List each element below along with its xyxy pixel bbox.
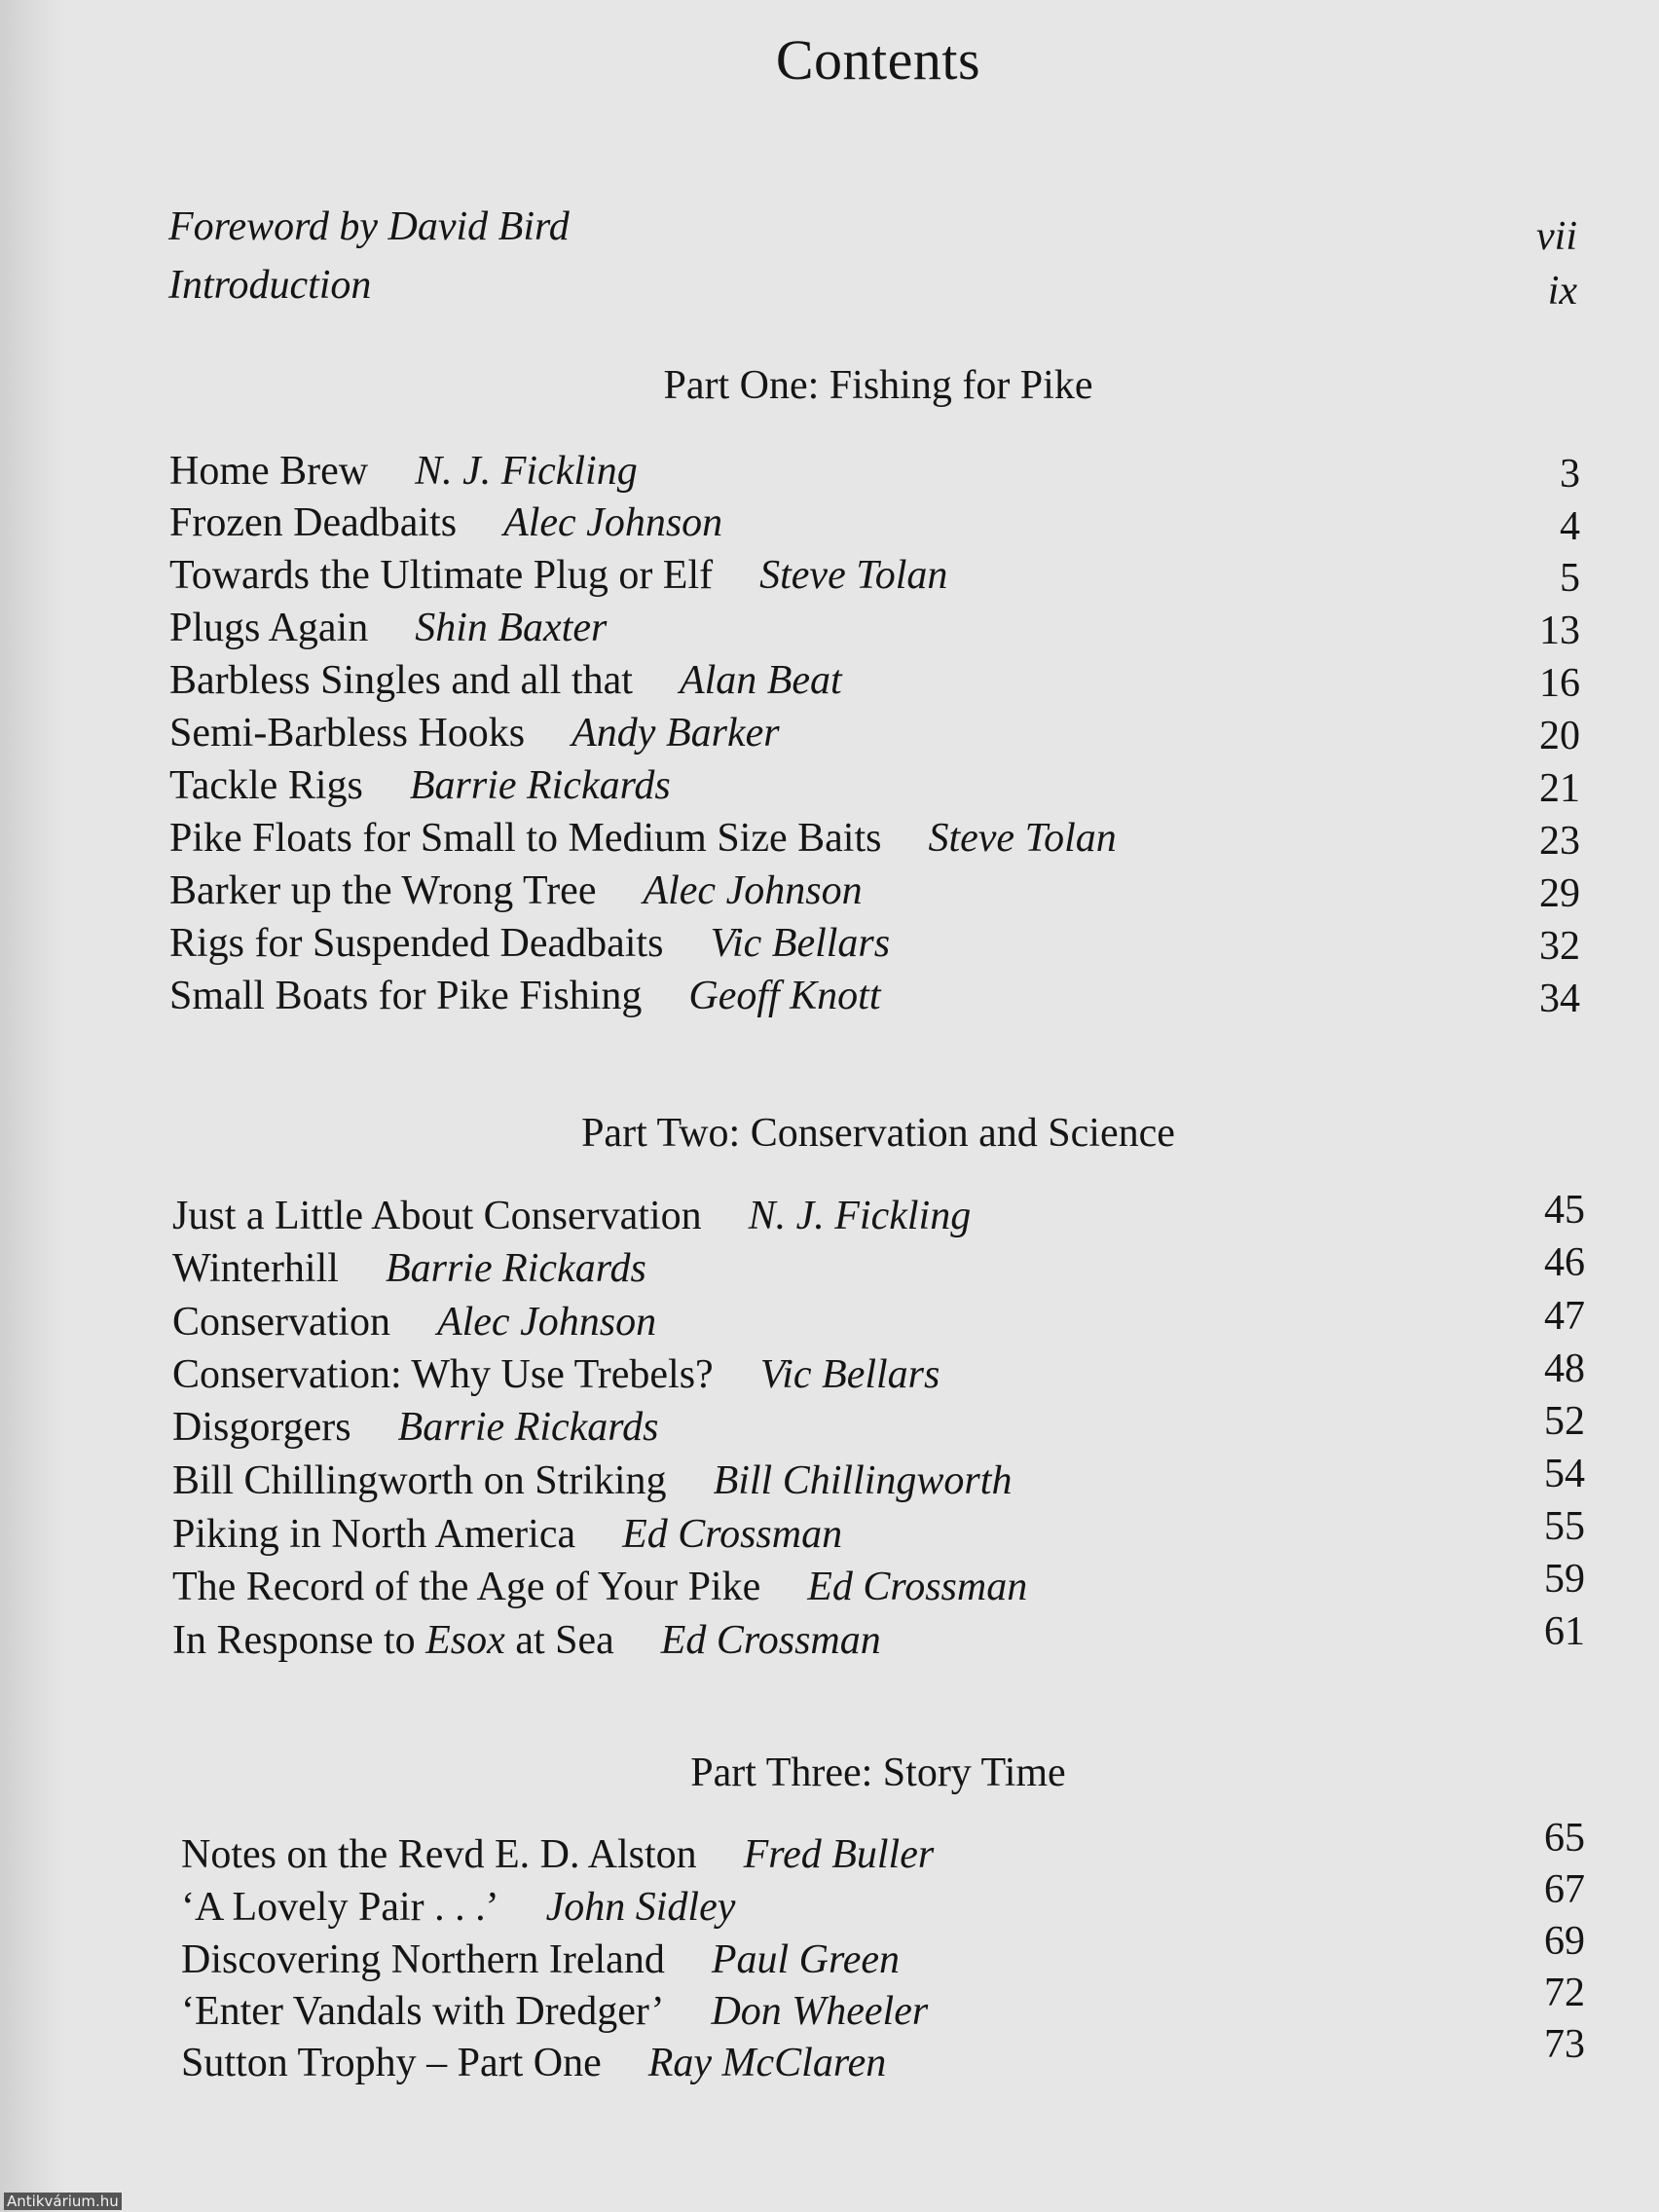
toc-author: Shin Baxter [415,606,608,650]
part-heading: Part Two: Conservation and Science [581,1111,1175,1156]
toc-page: ix [1547,269,1577,313]
toc-entry[interactable] [169,713,780,754]
toc-author: Ed Crossman [660,1618,881,1663]
toc-author: N. J. Fickling [748,1194,972,1238]
page-title: Contents [775,28,981,92]
toc-entry[interactable] [181,1887,735,1928]
toc-title-post: at Sea [504,1618,614,1663]
toc-entry[interactable] [169,870,863,911]
toc-author: Ed Crossman [622,1512,843,1557]
toc-author: John Sidley [545,1885,736,1930]
toc-page: 13 [1539,608,1580,653]
toc-author: Steve Tolan [928,816,1117,861]
toc-author: Vic Bellars [710,921,891,966]
toc-title: Small Boats for Pike Fishing [169,974,643,1018]
toc-entry[interactable] [169,976,881,1016]
toc-page: 32 [1539,924,1580,969]
toc-page: 52 [1544,1399,1585,1444]
toc-author: Don Wheeler [711,1989,929,2034]
toc-page: 72 [1544,1971,1585,2015]
toc-entry[interactable] [169,660,842,701]
toc-author: N. J. Fickling [415,449,638,494]
toc-entry[interactable] [172,1354,940,1395]
toc-author: Alan Beat [679,658,842,703]
part-heading: Part Three: Story Time [690,1751,1066,1795]
toc-entry[interactable] [181,1991,928,2032]
toc-page: 20 [1539,714,1580,758]
toc-page: 59 [1544,1557,1585,1602]
toc-title: Just a Little About Conservation [172,1194,702,1238]
toc-author: Paul Green [711,1937,901,1982]
toc-page: 73 [1544,2022,1585,2067]
toc-entry[interactable] [169,608,607,648]
toc-page: 29 [1539,871,1580,916]
toc-author: Steve Tolan [759,553,948,598]
toc-title: Winterhill [172,1246,339,1291]
toc-title: Rigs for Suspended Deadbaits [169,921,664,966]
toc-author: Andy Barker [571,711,780,756]
toc-title: Towards the Ultimate Plug or Elf [169,553,714,598]
toc-page: 21 [1539,766,1580,811]
toc-title: Bill Chillingworth on Striking [172,1458,667,1503]
toc-foreword[interactable] [168,206,570,247]
toc-author: Geoff Knott [688,974,881,1018]
toc-entry[interactable] [169,502,722,543]
toc-title: Disgorgers [172,1405,351,1450]
toc-entry[interactable] [172,1567,1027,1607]
toc-page: vii [1536,214,1577,259]
toc-title: Sutton Trophy – Part One [181,2041,602,2085]
toc-title: Frozen Deadbaits [169,500,458,545]
toc-author: Alec Johnson [503,500,723,545]
toc-entry[interactable] [169,818,1117,859]
toc-entry[interactable] [169,923,890,964]
toc-title: Piking in North America [172,1512,576,1557]
toc-title: Pike Floats for Small to Medium Size Baits [169,816,882,861]
toc-title: The Record of the Age of Your Pike [172,1565,761,1609]
toc-title: Home Brew [169,449,369,494]
toc-author: Bill Chillingworth [713,1458,1013,1503]
toc-page: 48 [1544,1346,1585,1391]
part-heading: Part One: Fishing for Pike [663,363,1093,408]
toc-page: 23 [1539,819,1580,864]
toc-page: 54 [1544,1452,1585,1496]
toc-title-em: Esox [425,1618,505,1663]
toc-author: Barrie Rickards [385,1246,646,1291]
toc-entry[interactable] [181,1834,934,1875]
toc-entry[interactable] [172,1248,646,1289]
toc-title: Barbless Singles and all that [169,658,633,703]
toc-entry[interactable] [172,1460,1012,1501]
toc-page: 3 [1560,452,1580,497]
toc-page: 47 [1544,1294,1585,1339]
toc-author: Vic Bellars [759,1352,940,1397]
toc-title: Introduction [168,263,372,308]
toc-page: 5 [1560,556,1580,601]
toc-page: 46 [1544,1240,1585,1285]
toc-title: ‘A Lovely Pair . . .’ [181,1885,499,1930]
toc-title: Foreword by David Bird [168,204,570,249]
toc-author: Barrie Rickards [409,763,671,808]
toc-page: 61 [1544,1609,1585,1654]
toc-author: Ed Crossman [807,1565,1028,1609]
toc-entry[interactable] [172,1407,658,1448]
toc-title-pre: In Response to [172,1618,426,1663]
toc-author: Alec Johnson [436,1300,657,1345]
toc-title: Conservation: Why Use Trebels? [172,1352,714,1397]
toc-author: Alec Johnson [643,868,863,913]
toc-title: Notes on the Revd E. D. Alston [181,1832,697,1877]
toc-page: 69 [1544,1919,1585,1964]
toc-author: Barrie Rickards [397,1405,659,1450]
watermark: Antikvárium.hu [4,2193,122,2210]
toc-page: 67 [1544,1867,1585,1912]
toc-page: 34 [1539,977,1580,1021]
toc-entry[interactable] [172,1302,656,1343]
toc-title: Semi-Barbless Hooks [169,711,526,756]
toc-entry[interactable] [172,1620,881,1661]
toc-page: 55 [1544,1504,1585,1549]
toc-introduction[interactable] [168,265,371,306]
toc-author: Ray McClaren [647,2041,887,2085]
toc-page: 65 [1544,1816,1585,1861]
toc-title: Tackle Rigs [169,763,363,808]
toc-title: Barker up the Wrong Tree [169,868,597,913]
toc-entry[interactable] [181,1939,900,1980]
toc-entry[interactable] [181,2043,886,2083]
toc-entry[interactable] [172,1514,842,1555]
toc-entry[interactable] [172,1196,971,1236]
toc-title: Plugs Again [169,606,369,650]
toc-title: Discovering Northern Ireland [181,1937,665,1982]
toc-page: 45 [1544,1188,1585,1233]
toc-author: Fred Buller [743,1832,935,1877]
toc-page: 16 [1539,661,1580,706]
toc-entry[interactable] [169,451,638,492]
toc-entry[interactable] [169,765,671,806]
toc-title: ‘Enter Vandals with Dredger’ [181,1989,665,2034]
toc-title: Conservation [172,1300,390,1345]
toc-entry[interactable] [169,555,947,596]
toc-page: 4 [1560,504,1580,549]
page-gutter [0,0,64,2212]
